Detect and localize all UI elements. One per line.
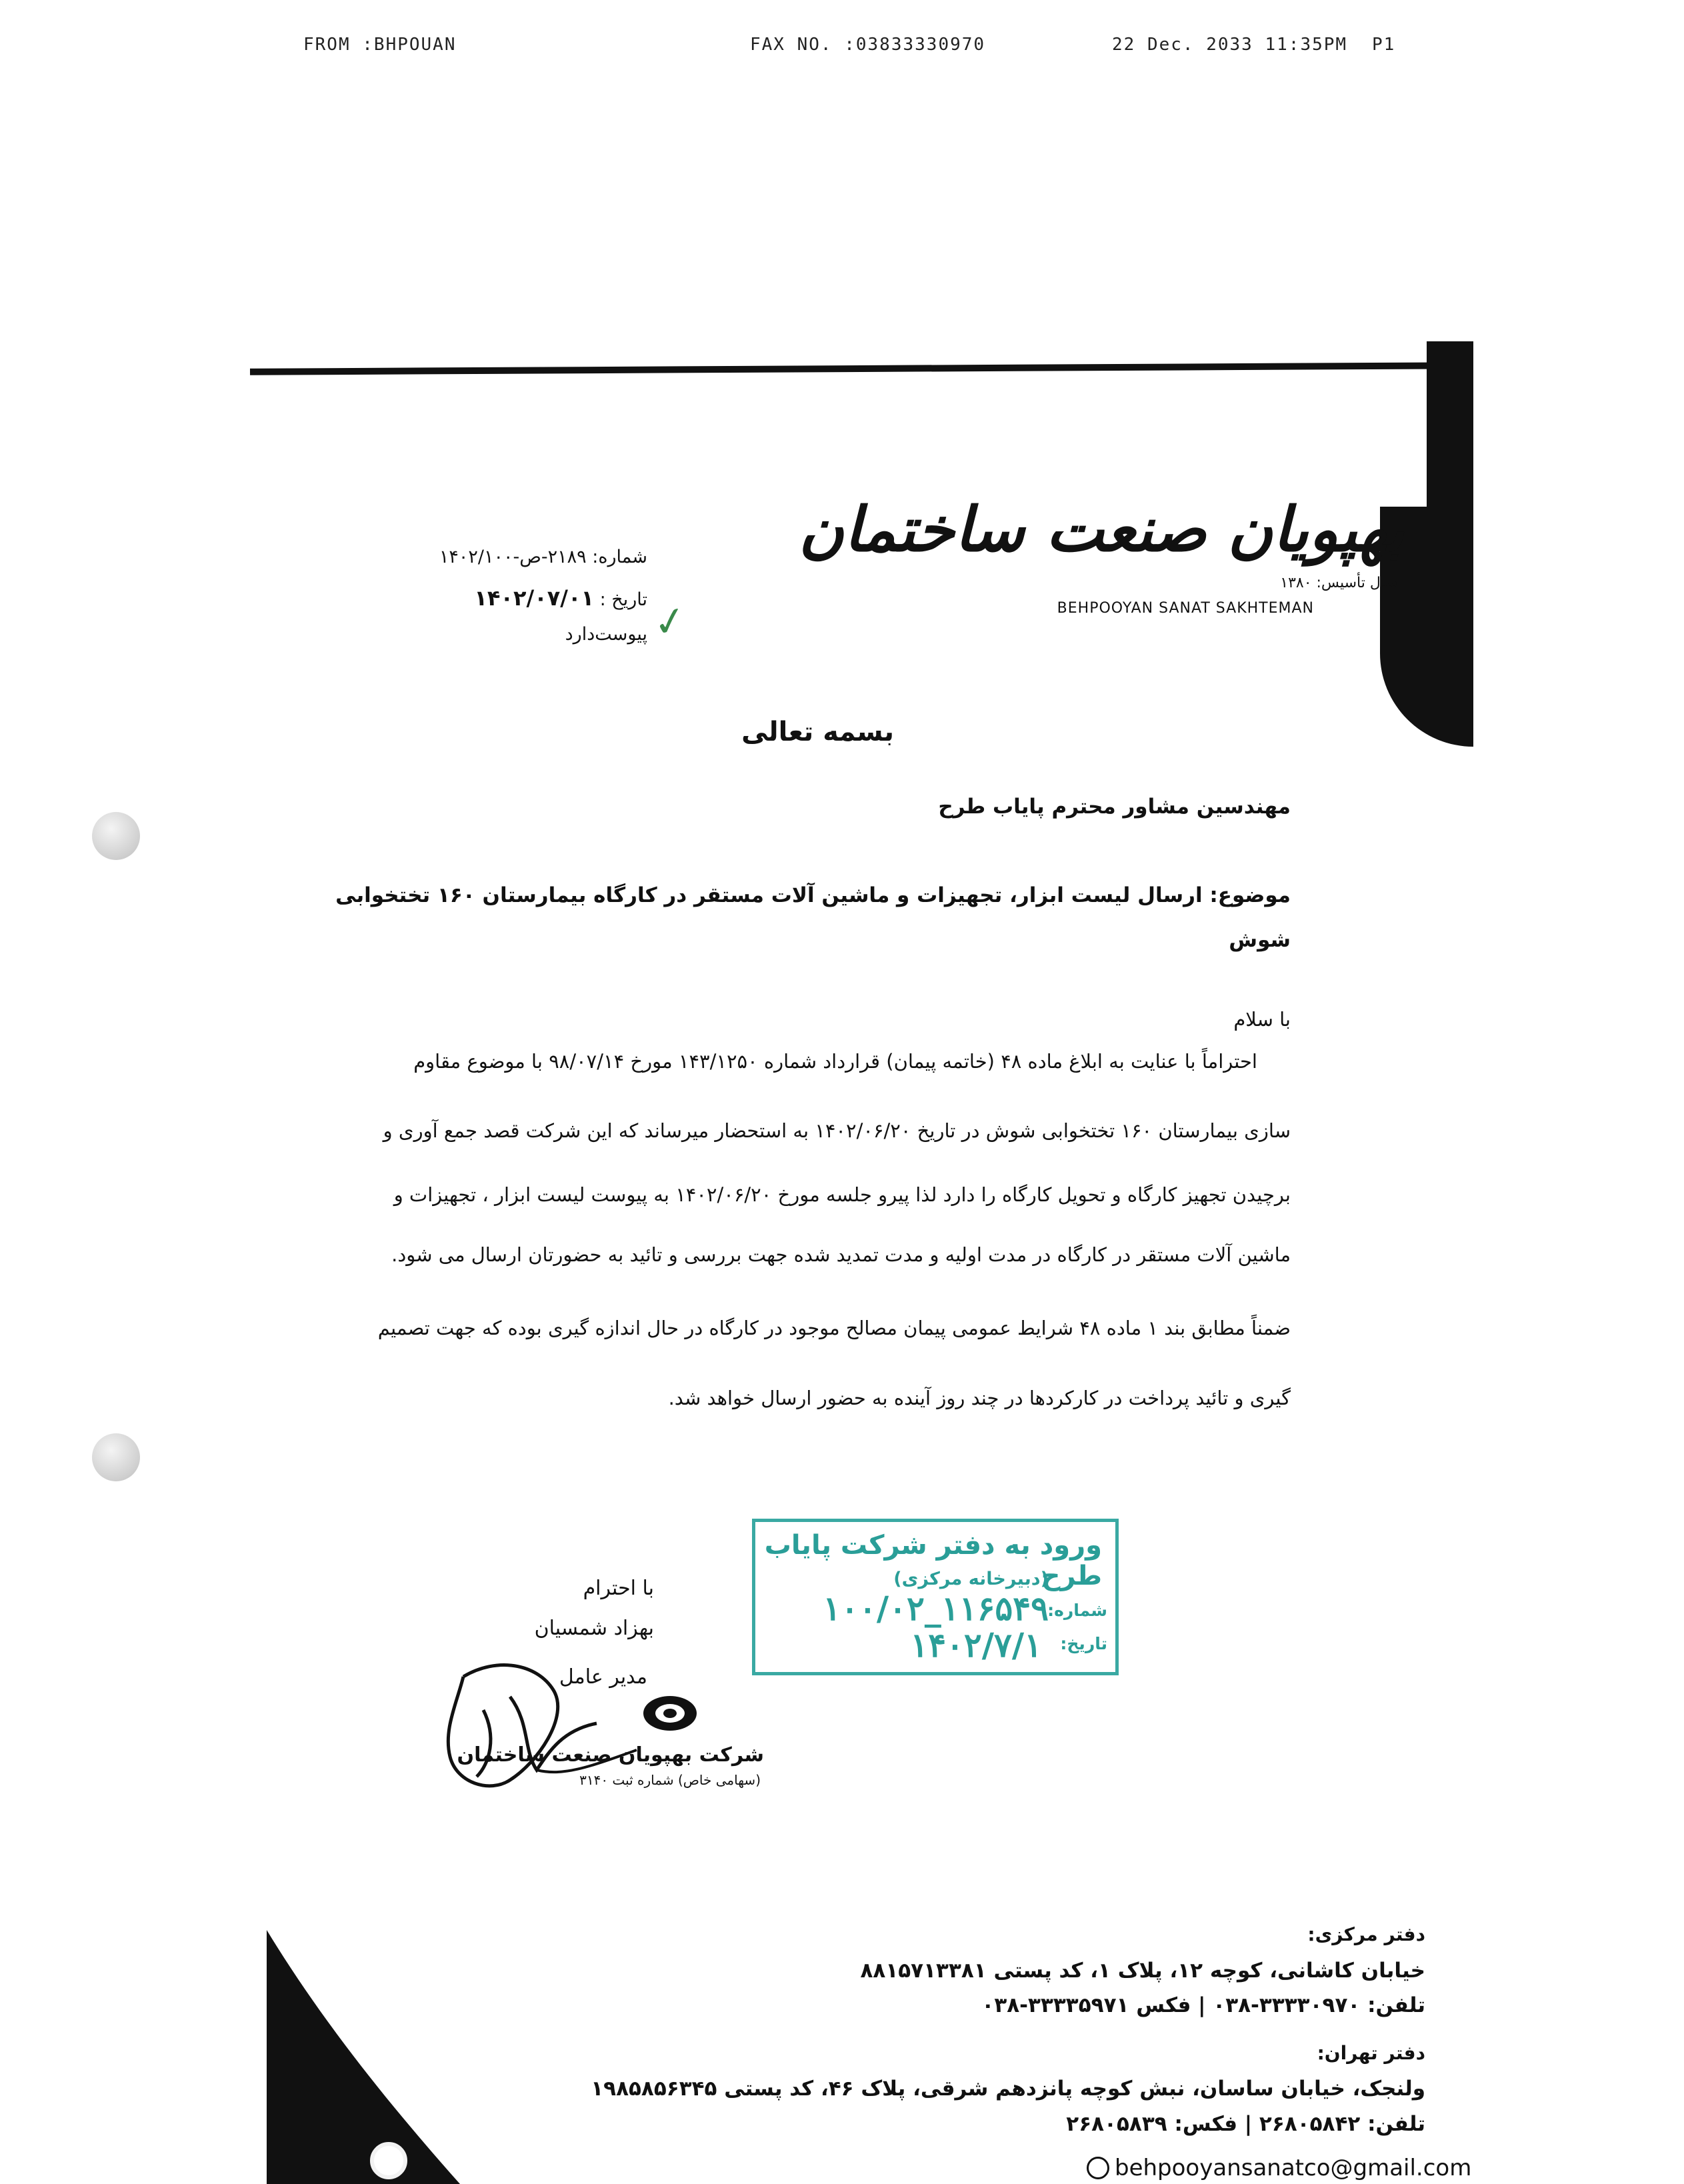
letter-number-label: شماره: bbox=[592, 547, 647, 567]
checkmark-icon: ✓ bbox=[649, 596, 691, 648]
fax-number: FAX NO. :03833330970 bbox=[750, 35, 986, 55]
letter-subject-line-1: موضوع: ارسال لیست ابزار، تجهیزات و ماشین آلات مستقر در کارگاه بیمارستان ۱۶۰ تختخوابی bbox=[335, 883, 1291, 907]
paragraph-2-line-1: ضمناً مطابق بند ۱ ماده ۴۸ شرایط عمومی پیمان مصالح موجود در کارگاه در حال اندازه گیری بوده که جهت تصمیم bbox=[377, 1317, 1291, 1339]
tehran-office-phone: تلفن: ۲۶۸۰۵۸۴۲ | فکس: ۲۶۸۰۵۸۳۹ bbox=[1066, 2112, 1425, 2136]
handwritten-signature-icon bbox=[437, 1650, 650, 1803]
letter-heading: بسمه تعالی bbox=[741, 717, 894, 747]
signer-name: بهزاد شمسیان bbox=[534, 1617, 654, 1640]
punch-hole-icon bbox=[92, 812, 140, 860]
paragraph-1-line-3: برچیدن تجهیز کارگاه و تحویل کارگاه را دارد لذا پیرو جلسه مورخ ۱۴۰۲/۰۶/۲۰ به پیوست لیست ابزار ، تجهیزات و bbox=[393, 1183, 1291, 1206]
paragraph-1-line-2: سازی بیمارستان ۱۶۰ تختخوابی شوش در تاریخ ۱۴۰۲/۰۶/۲۰ به استحضار میرساند که این شرکت قصد جمع آوری و bbox=[383, 1119, 1291, 1142]
punch-hole-icon bbox=[92, 1433, 140, 1481]
letter-number bbox=[439, 547, 647, 567]
company-latin-name: BEHPOOYAN SANAT SAKHTEMAN bbox=[1057, 600, 1314, 617]
letter-date-value: ۱۴۰۲/۰۷/۰۱ bbox=[474, 585, 594, 611]
letter-date-label: تاریخ : bbox=[599, 589, 647, 610]
company-seal-subtext: (سهامی خاص) شماره ثبت ۳۱۴۰ bbox=[579, 1772, 761, 1788]
company-founded: سال تأسیس: ۱۳۸۰ bbox=[1280, 575, 1397, 591]
fax-page: P1 bbox=[1372, 35, 1396, 55]
letter-date bbox=[474, 585, 647, 611]
email-address[interactable]: behpooyansanatco@gmail.com bbox=[1115, 2155, 1472, 2181]
signer-title: مدیر عامل bbox=[559, 1665, 647, 1689]
paragraph-1-line-1: احتراماً با عنایت به ابلاغ ماده ۴۸ (خاتمه پیمان) قرارداد شماره ۱۴۳/۱۲۵۰ مورخ ۹۸/۰۷/۱۴ با موضوع مقاوم bbox=[413, 1050, 1257, 1073]
company-seal-text: شرکت بهپویان صنعت ساختمان bbox=[457, 1743, 764, 1767]
letterhead-top-rule bbox=[250, 362, 1470, 375]
tehran-office-address: ولنجک، خیابان ساسان، نبش کوچه پانزدهم شرقی، پلاک ۴۶، کد پستی ۱۹۸۵۸۵۶۳۴۵ bbox=[591, 2077, 1425, 2101]
closing-text: با احترام bbox=[583, 1577, 654, 1600]
receipt-stamp bbox=[752, 1519, 1119, 1675]
fax-datetime: 22 Dec. 2033 11:35PM bbox=[1112, 35, 1348, 55]
footer-circle-icon bbox=[370, 2142, 407, 2179]
central-office-address: خیابان کاشانی، کوچه ۱۲، پلاک ۱، کد پستی ۸۸۱۵۷۱۳۳۸۱ bbox=[860, 1959, 1425, 1983]
stamp-date-label: تاریخ: bbox=[1060, 1634, 1107, 1653]
fax-from: FROM :BHPOUAN bbox=[303, 35, 457, 55]
central-office-phone: تلفن: ۳۳۳۳۰۹۷۰-۰۳۸ | فکس ۳۳۳۳۵۹۷۱-۰۳۸ bbox=[981, 1993, 1425, 2017]
letter-recipient: مهندسین مشاور محترم پایاب طرح bbox=[938, 795, 1291, 819]
tehran-office-title: دفتر تهران: bbox=[1317, 2042, 1425, 2064]
company-logo: بهپویان صنعت ساختمان bbox=[799, 493, 1404, 565]
email-icon bbox=[1087, 2157, 1109, 2179]
paragraph-2-line-2: گیری و تائید پرداخت در کارکردها در چند روز آینده به حضور ارسال خواهد شد. bbox=[668, 1387, 1291, 1409]
central-office-title: دفتر مرکزی: bbox=[1307, 1923, 1425, 1945]
stamp-date-value: ۱۴۰۲/۷/۱ bbox=[910, 1625, 1042, 1665]
stamp-subtitle: (دبیرخانه مرکزی) bbox=[893, 1569, 1049, 1589]
stamp-number-value: ۱۰۰/۰۲_۱۱۶۵۴۹ bbox=[823, 1589, 1049, 1628]
letter-greeting: با سلام bbox=[1233, 1008, 1291, 1031]
letter-subject-line-2: شوش bbox=[1229, 928, 1291, 952]
stamp-number-label: شماره: bbox=[1047, 1601, 1107, 1620]
paragraph-1-line-4: ماشین آلات مستقر در کارگاه در مدت اولیه و مدت تمدید شده جهت بررسی و تائید به حضورتان ارسال می شود. bbox=[391, 1243, 1291, 1266]
stamp-title: ورود به دفتر شرکت پایاب طرح bbox=[764, 1530, 1102, 1591]
attachment-note: پیوست‌دارد bbox=[565, 624, 647, 645]
letter-number-value: ۲۱۸۹-ص-۱۴۰۲/۱۰۰ bbox=[439, 547, 587, 567]
